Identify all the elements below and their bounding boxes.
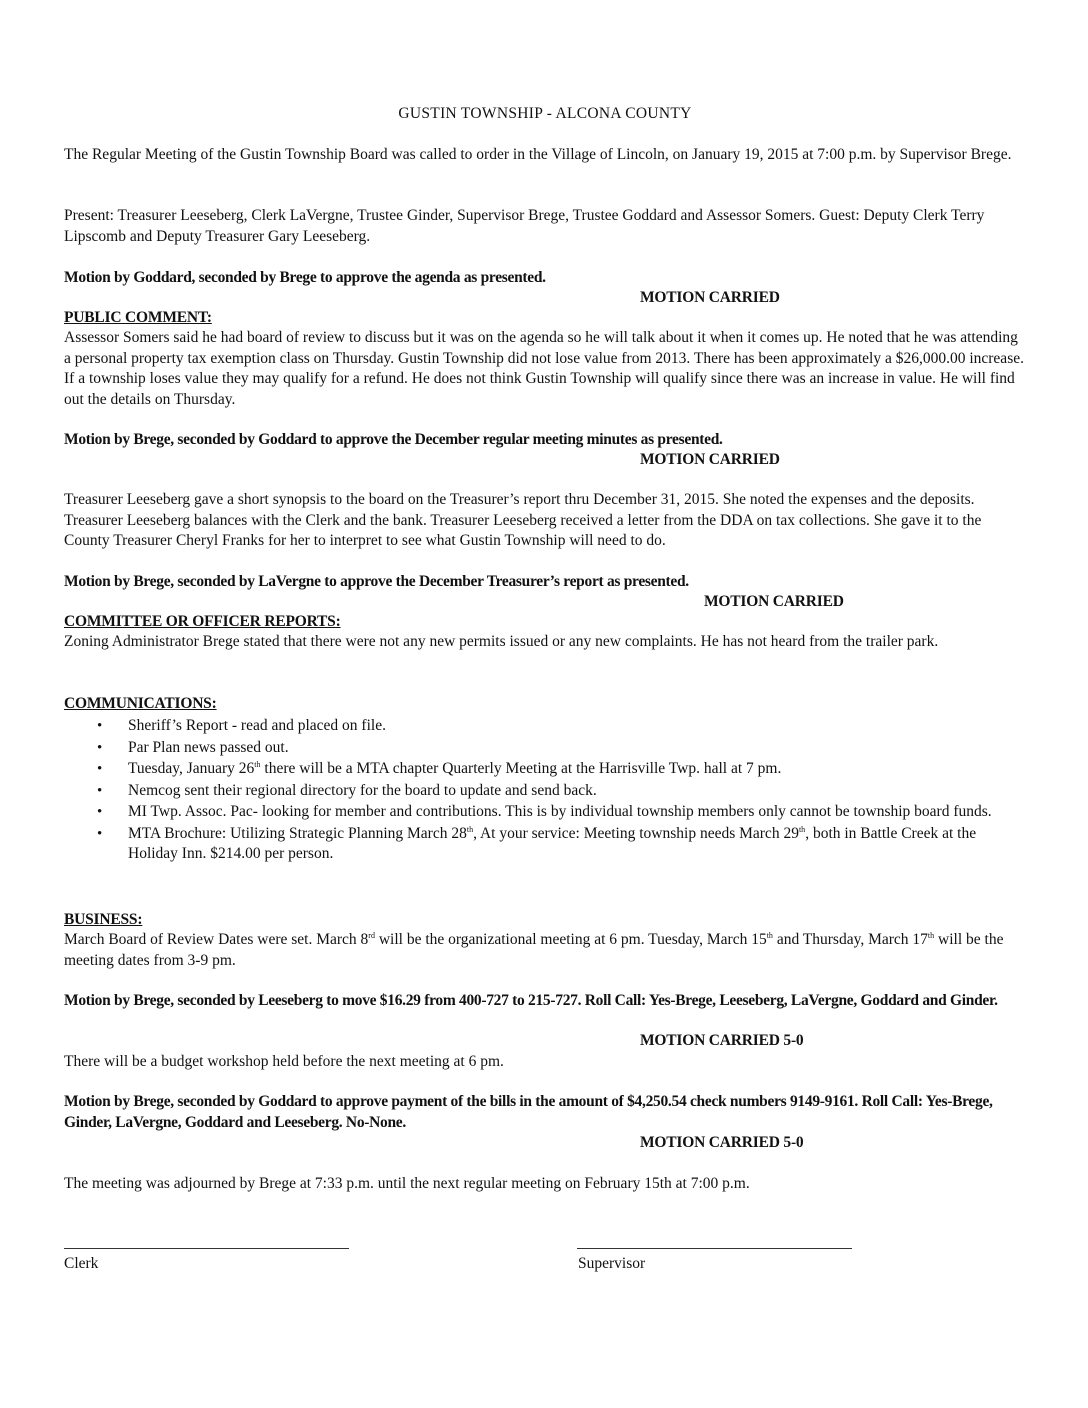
- budget-workshop-paragraph: There will be a budget workshop held before the next meeting at 6 pm.: [64, 1053, 504, 1070]
- bullet-icon: •: [97, 718, 103, 734]
- business-heading: BUSINESS:: [64, 911, 143, 928]
- treasurer-report-paragraph: Treasurer Leeseberg gave a short synopsis to the board on the Treasurer’s report thru December 31, 2015. She noted the expenses and the deposits. Treasurer Leeseberg balances with the Clerk and the bank. Treasurer Leeseberg received a letter from the DDA on tax collections. She gave it to the County Treasurer Cheryl Franks for her to interpret to see what Gustin Township will need to do.: [64, 491, 982, 549]
- motion-approve-agenda: Motion by Goddard, seconded by Brege to approve the agenda as presented.: [64, 269, 546, 286]
- motion-carried-move-funds: MOTION CARRIED 5-0: [640, 1032, 804, 1049]
- supervisor-label: Supervisor: [578, 1255, 646, 1272]
- adjournment-paragraph: The meeting was adjourned by Brege at 7:33 p.m. until the next regular meeting on February 15th at 7:00 p.m.: [64, 1175, 750, 1192]
- bullet-icon: •: [97, 739, 103, 756]
- committee-reports-paragraph: Zoning Administrator Brege stated that there were not any new permits issued or any new complaints. He has not heard from the trailer park.: [64, 633, 939, 650]
- public-comment-paragraph: Assessor Somers said he had board of review to discuss but it was on the agenda so he will talk about it when it comes up. He noted that he was attending a personal property tax exemption class on Thursday. Gustin Township did not lose value from 2013. There has been approximately a $26,000.00 increase. If a township loses value they may qualify for a refund. He does not think Gustin Township will qualify since there was an increase in value. He will find out the details on Thursday.: [64, 329, 1024, 408]
- motion-move-funds: Motion by Brege, seconded by Leeseberg to move $16.29 from 400-727 to 215-727. Roll Call: Yes-Brege, Leeseberg, LaVergne, Goddard and Ginder.: [64, 992, 998, 1009]
- motion-approve-bills: Motion by Brege, seconded by Goddard to approve payment of the bills in the amount of $4,250.54 check numbers 9149-9161. Roll Call: Yes-Brege, Ginder, LaVergne, Goddard and Leeseberg. No-None.: [64, 1093, 993, 1131]
- committee-reports-heading: COMMITTEE OR OFFICER REPORTS:: [64, 613, 341, 630]
- bullet-icon: •: [97, 761, 103, 777]
- motion-carried-minutes: MOTION CARRIED: [640, 451, 780, 468]
- motion-carried-agenda: MOTION CARRIED: [640, 289, 780, 306]
- list-item: • MTA Brochure: Utilizing Strategic Planning March 28th, At your service: Meeting township needs March 29th, both in Battle Creek at the Holiday Inn. $214.00 per person.: [97, 824, 977, 862]
- bullet-icon: •: [97, 825, 103, 842]
- document-title: GUSTIN TOWNSHIP - ALCONA COUNTY: [398, 105, 692, 122]
- motion-carried-bills: MOTION CARRIED 5-0: [640, 1134, 804, 1151]
- list-item: • Tuesday, January 26th there will be a MTA chapter Quarterly Meeting at the Harrisville Twp. hall at 7 pm.: [64, 759, 1026, 780]
- clerk-label: Clerk: [64, 1255, 99, 1272]
- intro-paragraph: The Regular Meeting of the Gustin Township Board was called to order in the Village of Lincoln, on January 19, 2015 at 7:00 p.m. by Supervisor Brege.: [64, 146, 1012, 163]
- list-item: • Par Plan news passed out.: [64, 738, 1026, 759]
- public-comment-heading: PUBLIC COMMENT:: [64, 309, 212, 326]
- business-paragraph: March Board of Review Dates were set. March 8rd will be the organizational meeting at 6 pm. Tuesday, March 15th and Thursday, March 17th will be the meeting dates from 3-9 pm.: [64, 931, 1004, 969]
- list-item: • Nemcog sent their regional directory for the board to update and send back.: [64, 781, 1026, 802]
- communications-heading: COMMUNICATIONS:: [64, 695, 217, 712]
- clerk-signature-line: [64, 1248, 349, 1249]
- present-paragraph: Present: Treasurer Leeseberg, Clerk LaVergne, Trustee Ginder, Supervisor Brege, Trustee Goddard and Assessor Somers. Guest: Deputy Clerk Terry Lipscomb and Deputy Treasurer Gary Leeseberg.: [64, 207, 985, 245]
- motion-approve-treasurer-report: Motion by Brege, seconded by LaVergne to approve the December Treasurer’s report as presented.: [64, 573, 689, 590]
- list-item: • MI Twp. Assoc. Pac- looking for member and contributions. This is by individual township members only cannot be township board funds.: [64, 802, 1026, 823]
- motion-approve-minutes: Motion by Brege, seconded by Goddard to approve the December regular meeting minutes as presented.: [64, 431, 723, 448]
- communications-list: [64, 716, 1026, 865]
- list-item: • Sheriff’s Report - read and placed on file.: [64, 716, 1026, 737]
- bullet-icon: •: [97, 782, 103, 799]
- supervisor-signature-line: [577, 1248, 852, 1249]
- motion-carried-treasurer-report: MOTION CARRIED: [704, 593, 844, 610]
- bullet-icon: •: [97, 804, 103, 820]
